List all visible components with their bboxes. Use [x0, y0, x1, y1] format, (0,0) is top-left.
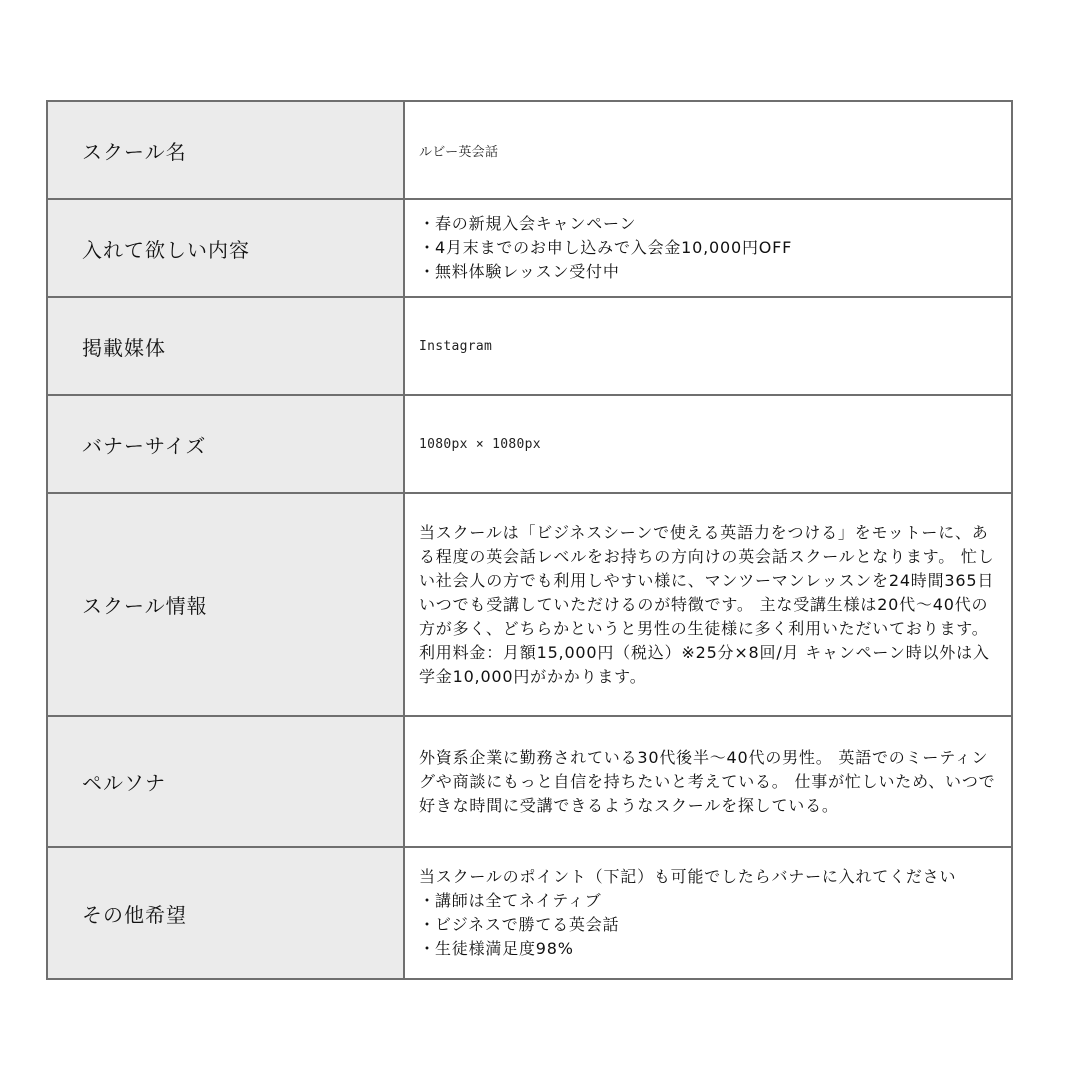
value-cell	[404, 493, 1012, 716]
media-value: Instagram	[419, 338, 493, 354]
bullet: ・	[419, 915, 436, 934]
row-label-other-requests: その他希望	[82, 902, 187, 927]
school-info-text: 当スクールは「ビジネスシーンで使える英語力をつける」をモットーに、ある程度の英会話レベルをお持ちの方向けの英会話スクールとなります。 忙しい社会人の方でも利用しやすい様に、マンツーマンレッスンを24時間365日いつでも受講していただけるのが特徴です。 主な受講生様は20代～40代の方が多く、どちらかというと男性の生徒様に多く利用いただいております。 利用料金：月額15,000円（税込）※25分×8回/月 キャンペーン時以外は入学金10,000円がかかります。	[419, 522, 995, 686]
list-item	[419, 212, 999, 236]
list-item	[419, 913, 999, 937]
table-row-other-requests	[47, 847, 1012, 979]
value-cell	[404, 297, 1012, 395]
label-cell	[47, 395, 404, 493]
list-item-text: 生徒様満足度98%	[435, 939, 574, 958]
bullet: ・	[419, 891, 436, 910]
list-item-text: 4月末までのお申し込みで入会金10,000円OFF	[435, 238, 793, 257]
row-label-school-name: スクール名	[82, 139, 187, 164]
label-cell	[47, 101, 404, 199]
label-cell	[47, 716, 404, 847]
table-row-banner-size	[47, 395, 1012, 493]
row-label-persona: ペルソナ	[82, 771, 166, 795]
label-cell	[47, 493, 404, 716]
list-item	[419, 889, 999, 913]
banner-size-value: 1080px × 1080px	[419, 436, 541, 452]
list-item-text: 無料体験レッスン受付中	[435, 262, 620, 281]
bullet: ・	[419, 214, 436, 233]
table-row-content	[47, 199, 1012, 297]
bullet: ・	[419, 262, 436, 281]
other-requests-list	[419, 889, 999, 961]
row-label-school-info: スクール情報	[82, 594, 208, 618]
row-label-content: 入れて欲しい内容	[82, 237, 250, 262]
bullet: ・	[419, 238, 436, 257]
list-item	[419, 236, 999, 260]
row-label-banner-size: バナーサイズ	[82, 433, 207, 458]
content-list	[419, 212, 999, 284]
list-item-text: 春の新規入会キャンペーン	[435, 214, 637, 233]
table-row-school-name	[47, 101, 1012, 199]
bullet: ・	[419, 939, 436, 958]
value-cell	[404, 395, 1012, 493]
list-item	[419, 937, 999, 961]
persona-text: 外資系企業に勤務されている30代後半～40代の男性。 英語でのミーティングや商談にもっと自信を持ちたいと考えている。 仕事が忙しいため、いつで好きな時間に受講できるようなスクールを探している。	[419, 747, 996, 815]
row-label-media: 掲載媒体	[82, 335, 166, 360]
label-cell	[47, 847, 404, 979]
list-item-text: 講師は全てネイティブ	[435, 891, 602, 910]
value-cell	[404, 101, 1012, 199]
table-row-persona	[47, 716, 1012, 847]
value-cell	[404, 199, 1012, 297]
value-cell	[404, 716, 1012, 847]
table-row-media	[47, 297, 1012, 395]
school-name-value: ルビー英会話	[419, 144, 499, 160]
label-cell	[47, 297, 404, 395]
list-item	[419, 260, 999, 284]
table-row-school-info	[47, 493, 1012, 716]
list-item-text: ビジネスで勝てる英会話	[435, 915, 620, 934]
label-cell	[47, 199, 404, 297]
brief-table	[46, 100, 1013, 980]
other-requests-intro: 当スクールのポイント（下記）も可能でしたらバナーに入れてください	[419, 867, 957, 886]
value-cell	[404, 847, 1012, 979]
